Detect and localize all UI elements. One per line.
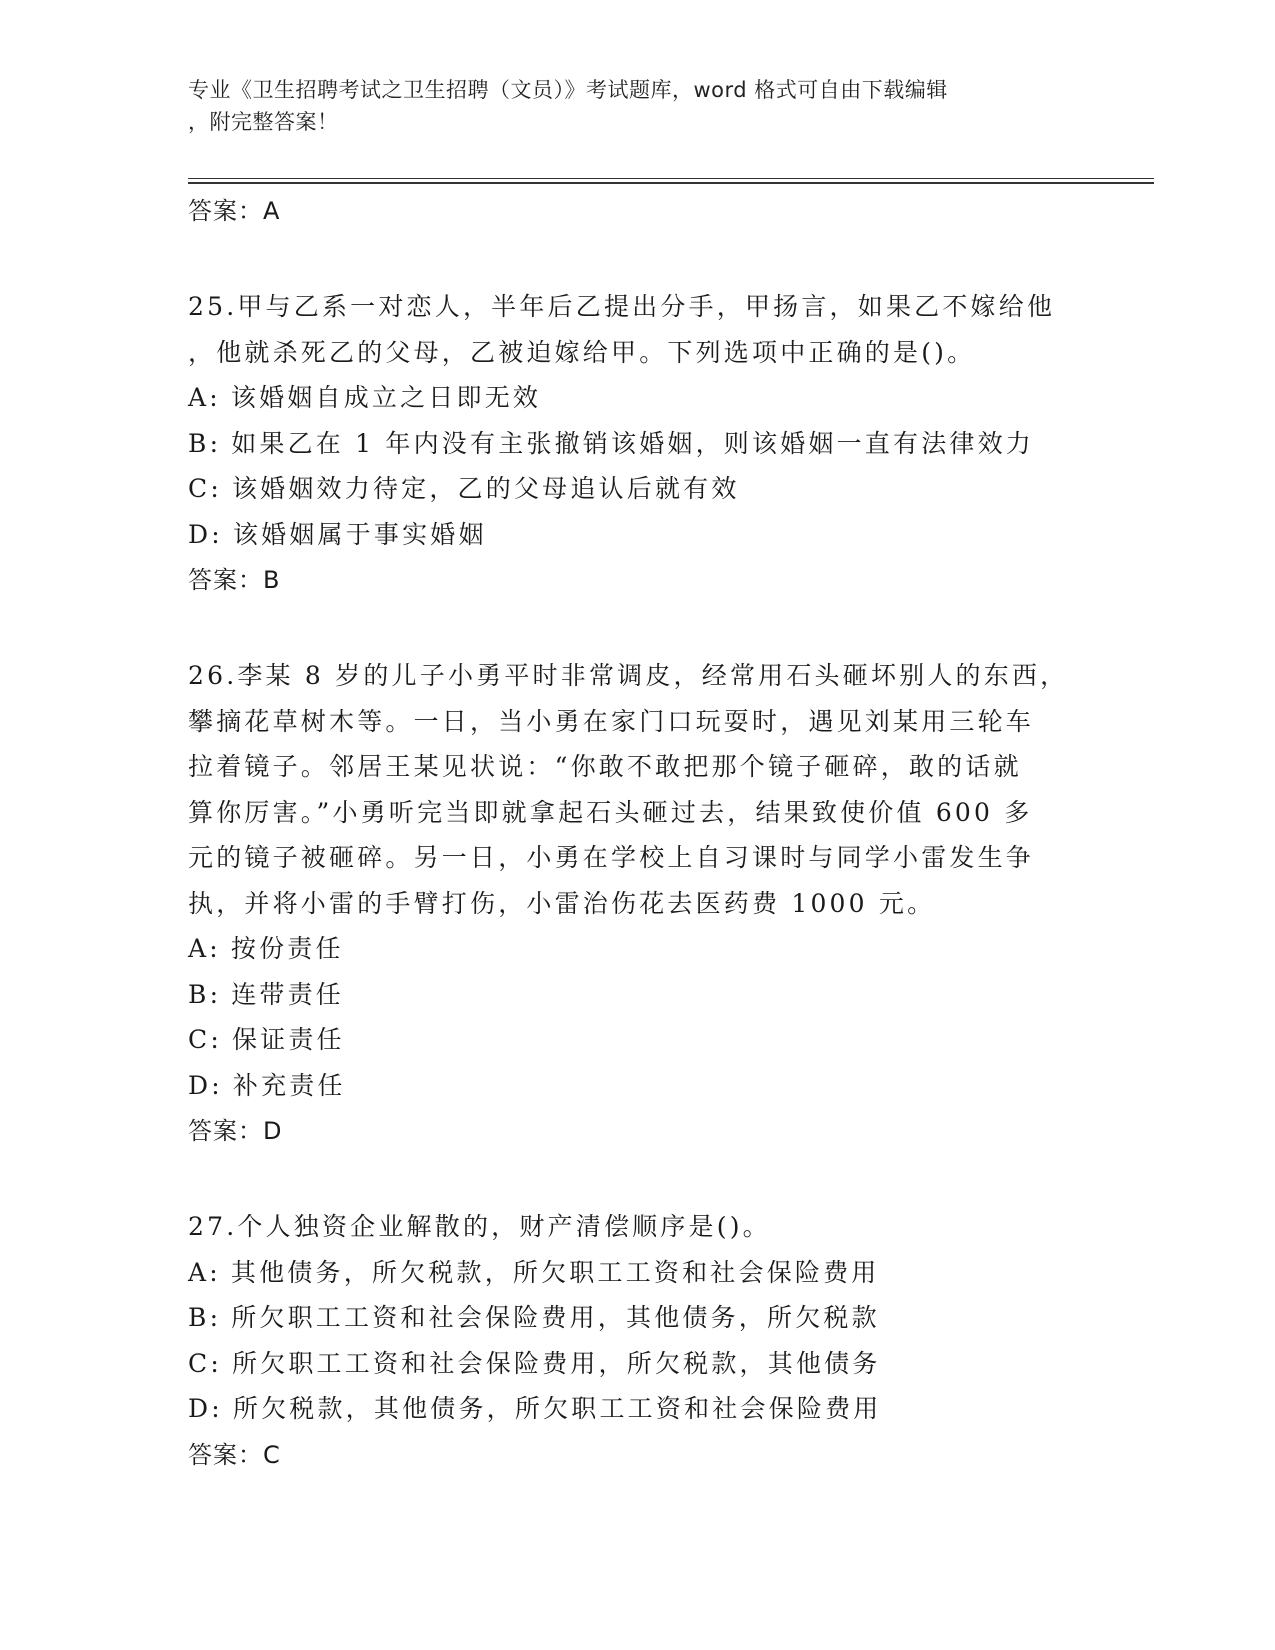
option-d [188,512,1088,558]
option-key: C: [188,474,222,503]
option-text: 该婚姻效力待定，乙的父母追认后就有效 [231,474,740,503]
spacer [188,1154,1088,1204]
stem-line: 27.个人独资企业解散的，财产清偿顺序是()。 [188,1212,771,1241]
header-line-2: ，附完整答案！ [188,110,339,134]
option-c [188,466,1088,512]
option-key: C: [188,1025,222,1054]
option-text: 其他债务，所欠税款，所欠职工工资和社会保险费用 [230,1257,880,1287]
option-key: C: [188,1348,222,1378]
option-b [188,972,1088,1018]
option-b [188,1295,1088,1341]
previous-answer: 答案：A [188,197,281,225]
option-text: 该婚姻属于事实婚姻 [232,519,487,549]
option-text: 所欠职工工资和社会保险费用，所欠税款，其他债务 [231,1348,881,1378]
answer-line: 答案：D [188,1117,283,1145]
option-text: 该婚姻自成立之日即无效 [230,383,542,412]
option-text: 所欠职工工资和社会保险费用，其他债务，所欠税款 [231,1303,880,1332]
stem-line: 攀摘花草树木等。一日，当小勇在家门口玩耍时，遇见刘某用三轮车 [188,706,1035,736]
header-line-1: 专业《卫生招聘考试之卫生招聘（文员）》考试题库，word 格式可自由下载编辑 [188,78,948,102]
question-block [188,284,1088,603]
option-c [188,1017,1088,1063]
answer-line: 答案：B [188,566,281,594]
option-c [188,1341,1088,1387]
document-header [188,74,1088,138]
option-text: 如果乙在 1 年内没有主张撤销该婚姻，则该婚姻一直有法律效力 [231,428,1035,458]
option-text: 补充责任 [232,1070,346,1100]
option-key: B: [188,1303,222,1332]
option-a [188,926,1088,972]
question-stem [188,653,1088,926]
spacer [188,603,1088,653]
option-text: 连带责任 [231,979,345,1009]
stem-line: 元的镜子被砸碎。另一日，小勇在学校上自习课时与同学小雷发生争 [188,843,1035,872]
option-d [188,1386,1088,1432]
option-key: A: [188,934,221,963]
stem-line: 拉着镜子。邻居王某见状说：“你敢不敢把那个镜子砸碎，敢的话就 [188,752,1022,781]
option-key: A: [188,1257,221,1287]
option-text: 按份责任 [230,934,344,963]
option-key: B: [188,979,222,1009]
option-a [188,375,1088,421]
question-stem [188,284,1088,375]
option-text: 所欠税款，其他债务，所欠职工工资和社会保险费用 [232,1394,882,1423]
option-key: A: [188,383,221,412]
question-block [188,1204,1088,1478]
option-a [188,1250,1088,1296]
header-rule-thick [188,182,1154,184]
question-block [188,653,1088,1154]
stem-line: 算你厉害。”小勇听完当即就拿起石头砸过去，结果致使价值 600 多 [188,797,1033,827]
question-list [188,188,1088,1478]
stem-line: 执，并将小雷的手臂打伤，小雷治伤花去医药费 1000 元。 [188,888,936,918]
spacer [188,234,1088,284]
stem-line: 26.李某 8 岁的儿子小勇平时非常调皮，经常用石头砸坏别人的东西， [188,661,1069,690]
option-key: D: [188,1394,223,1423]
stem-line: 25.甲与乙系一对恋人，半年后乙提出分手，甲扬言，如果乙不嫁给他 [188,292,1056,321]
option-key: B: [188,428,222,458]
option-d [188,1063,1088,1109]
option-key: D: [188,519,223,549]
option-text: 保证责任 [231,1025,345,1054]
answer-line: 答案：C [188,1440,281,1469]
stem-line: ，他就杀死乙的父母，乙被迫嫁给甲。下列选项中正确的是()。 [188,337,976,367]
option-b [188,421,1088,467]
question-stem [188,1204,1088,1250]
option-key: D: [188,1070,223,1100]
header-rule-thin [188,178,1154,179]
